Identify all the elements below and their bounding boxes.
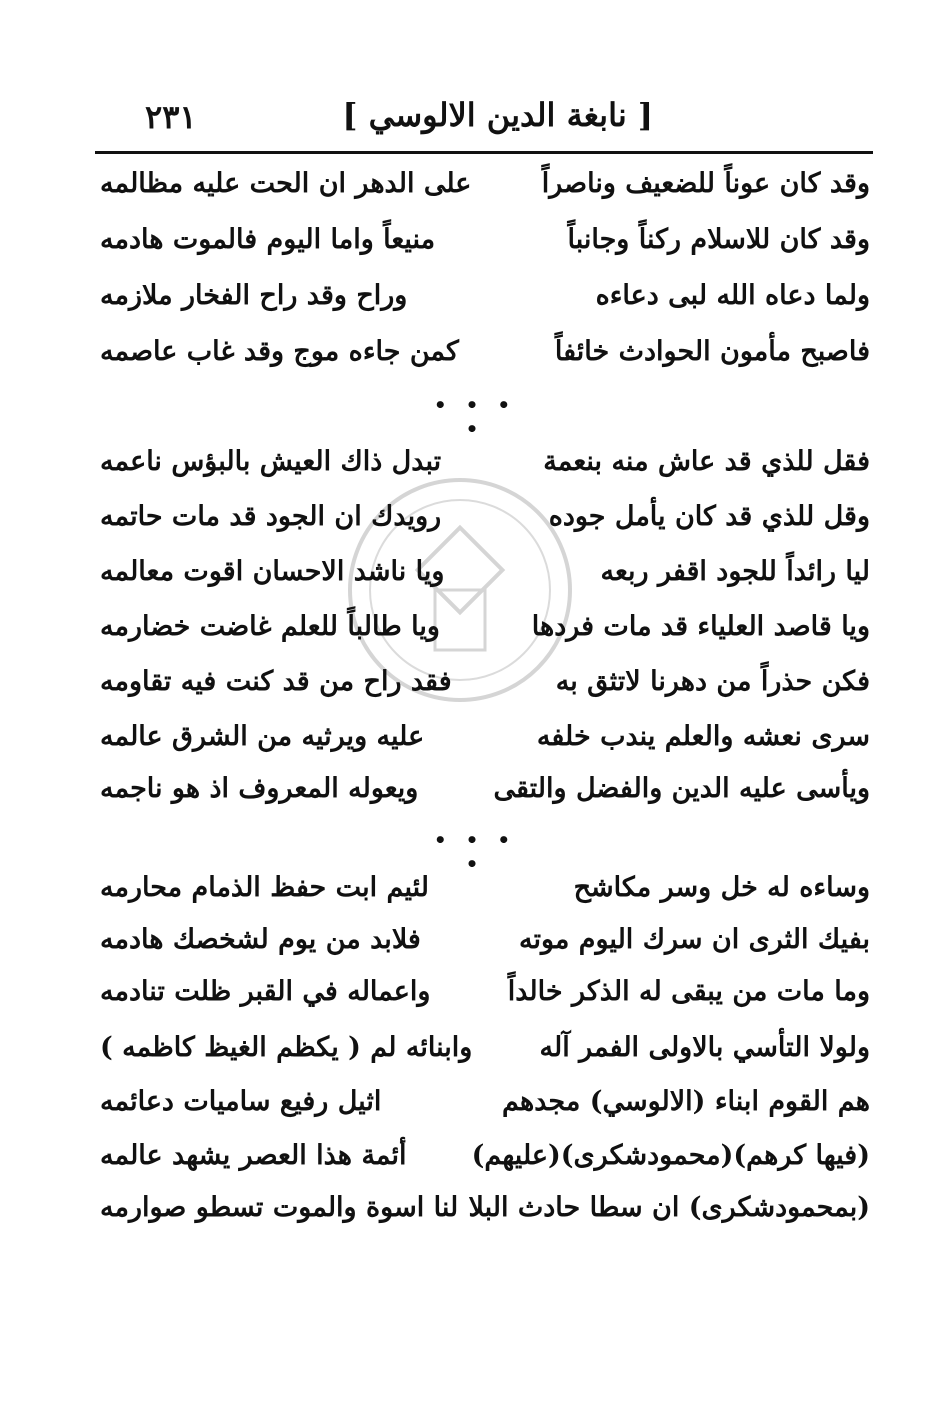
first-hemistich: هم القوم ابناء (الالوسي) مجدهم (502, 1086, 870, 1117)
second-hemistich: أئمة هذا العصر يشهد عالمه (100, 1140, 407, 1171)
verse-line (100, 437, 870, 487)
verse-line (100, 1077, 870, 1127)
first-hemistich: وقد كان عوناً للضعيف وناصراً (541, 168, 870, 199)
second-hemistich: تبدل ذاك العيش بالبؤس ناعمه (100, 446, 442, 477)
verse-line (100, 327, 870, 377)
verse-line (100, 271, 870, 321)
second-hemistich: وراح وقد راح الفخار ملازمه (100, 280, 408, 311)
first-hemistich: وقد كان للاسلام ركناً وجانباً (567, 224, 870, 255)
second-hemistich: وابنائه لم ( يكظم الغيظ كاظمه ) (100, 1032, 473, 1063)
first-hemistich: وما مات من يبقى له الذكر خالداً (507, 976, 870, 1007)
running-title: [ نابغة الدين الالوسي ] (342, 96, 653, 134)
second-hemistich: اثيل رفيع ساميات دعائمه (100, 1086, 382, 1117)
second-hemistich: منيعاً واما اليوم فالموت هادمه (100, 224, 436, 255)
second-hemistich: ويعوله المعروف اذ هو ناجمه (100, 773, 419, 804)
verse-line (100, 159, 870, 209)
first-hemistich: فكن حذراً من دهرنا لاتثق به (555, 666, 870, 697)
first-hemistich: ويا قاصد العلياء قد مات فردها (531, 611, 870, 642)
second-hemistich: ويا طالباً للعلم غاضت خضارمه (100, 611, 440, 642)
verse-line (100, 1183, 870, 1233)
first-hemistich: سرى نعشه والعلم يندب خلفه (536, 721, 870, 752)
verse-line (100, 1131, 870, 1181)
first-hemistich: ويأسى عليه الدين والفضل والتقى (493, 773, 870, 804)
first-hemistich: (بمحمودشكرى) ان سطا حادث البلا (468, 1192, 870, 1223)
second-hemistich: لئيم ابت حفظ الذمام محارمه (100, 872, 429, 903)
second-hemistich: عليه ويرثيه من الشرق عالمه (100, 721, 425, 752)
stanza-separator: • • • • (433, 393, 517, 441)
verse-line (100, 863, 870, 913)
second-hemistich: واعماله في القبر ظلت تنادمه (100, 976, 431, 1007)
verse-line (100, 547, 870, 597)
verse-line (100, 657, 870, 707)
verse-line (100, 967, 870, 1017)
verse-line (100, 712, 870, 762)
first-hemistich: (فيها كرهم)(محمودشكرى)(عليهم) (471, 1140, 870, 1171)
first-hemistich: فقل للذي قد عاش منه بنعمة (543, 446, 870, 477)
page-header (95, 86, 873, 146)
second-hemistich: لنا اسوة والموت تسطو صوارمه (100, 1192, 459, 1223)
first-hemistich: فاصبح مأمون الحوادث خائفاً (554, 336, 870, 367)
first-hemistich: وساءه له خل وسر مكاشح (573, 872, 870, 903)
verse-line (100, 215, 870, 265)
first-hemistich: وقل للذي قد كان يأمل جوده (548, 501, 870, 532)
header-rule (95, 151, 873, 154)
second-hemistich: فلابد من يوم لشخصك هادمه (100, 924, 421, 955)
first-hemistich: ليا رائداً للجود اقفر ربعه (600, 556, 870, 587)
verse-line (100, 915, 870, 965)
second-hemistich: كمن جاءه موج وقد غاب عاصمه (100, 336, 459, 367)
first-hemistich: ولولا التأسي بالاولى الفمر آله (539, 1032, 870, 1063)
verse-line (100, 492, 870, 542)
second-hemistich: على الدهر ان الحت عليه مظالمه (100, 168, 472, 199)
second-hemistich: ويا ناشد الاحسان اقوت معالمه (100, 556, 445, 587)
first-hemistich: ولما دعاه الله لبى دعاءه (595, 280, 870, 311)
first-hemistich: بفيك الثرى ان سرك اليوم موته (518, 924, 870, 955)
stanza-separator: • • • • (433, 828, 517, 876)
verse-line (100, 602, 870, 652)
page-number: ٢٣١ (145, 98, 197, 136)
second-hemistich: رويدك ان الجود قد مات حاتمه (100, 501, 442, 532)
second-hemistich: فقد راح من قد كنت فيه تقاومه (100, 666, 452, 697)
verse-line (100, 1023, 870, 1073)
verse-line (100, 764, 870, 814)
